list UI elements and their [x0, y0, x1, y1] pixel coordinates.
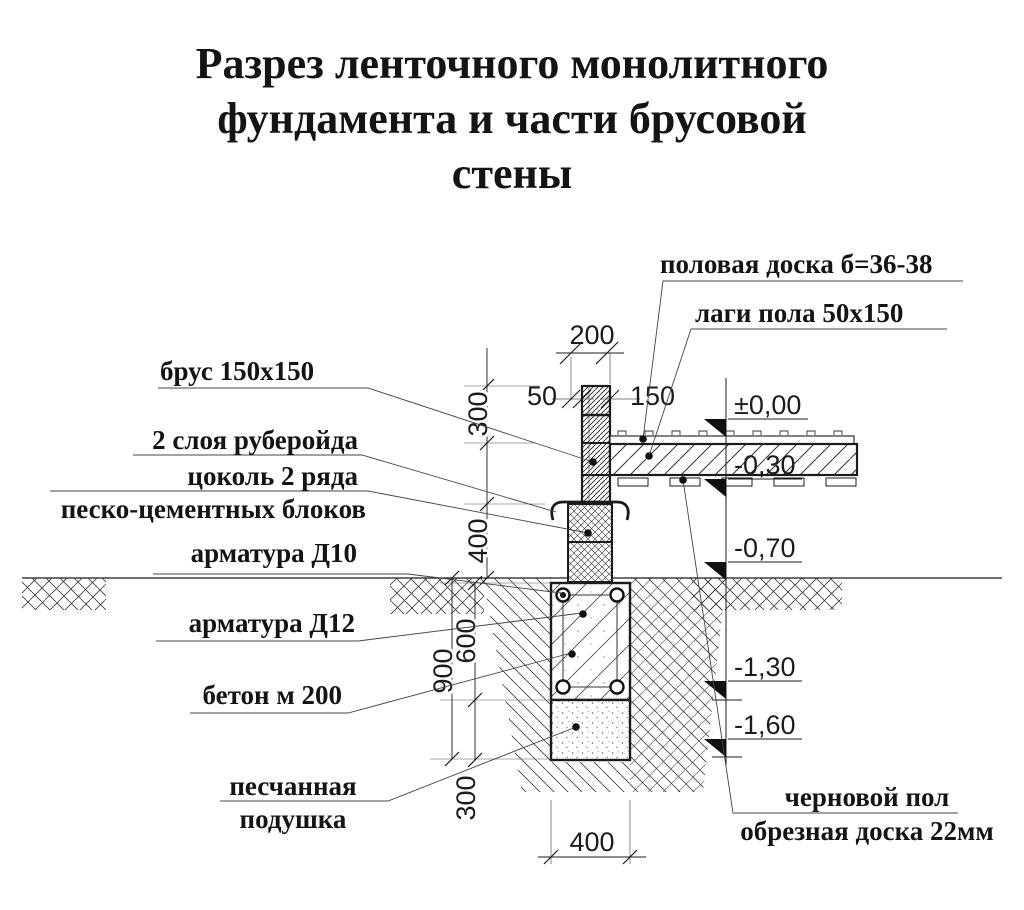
title-block [196, 39, 829, 198]
label-floor-board: половая доска б=36-38 [660, 249, 933, 279]
label-rebar-d10: арматура Д10 [190, 538, 357, 568]
label-concrete: бетон м 200 [202, 680, 342, 710]
elevation-ground-text: -0,70 [734, 533, 796, 563]
label-plinth-2: песко-цементных блоков [60, 494, 366, 524]
rebar-bar-top-right [611, 589, 624, 602]
dim-bottom-400 [538, 800, 646, 864]
label-floor-joists: лаги пола 50х150 [695, 298, 904, 328]
elevation-ground [704, 533, 802, 580]
dim-900-text: 900 [428, 648, 458, 694]
elevation-footing-bottom [704, 652, 802, 699]
dim-300-sand [451, 700, 482, 821]
sand-cushion [551, 700, 630, 760]
dim-150-text: 150 [630, 381, 676, 411]
dim-600-text: 600 [451, 618, 481, 664]
dim-300-upper-text: 300 [463, 391, 493, 437]
title-line-2: фундамента и части брусовой [217, 94, 807, 143]
ground-hatch-mid-2 [390, 578, 484, 614]
label-subfloor-1: черновой пол [784, 782, 950, 812]
foundation-body [551, 583, 630, 700]
label-timber-beam: брус 150х150 [160, 356, 315, 386]
ground-hatch-left-2 [22, 578, 106, 610]
floor-board-joint-marks [618, 431, 842, 435]
label-rebar-d12: арматура Д12 [188, 608, 355, 638]
title-line-1: Разрез ленточного монолитного [195, 39, 829, 88]
rebar-bar-bottom-right [611, 681, 624, 694]
label-ruberoid: 2 слоя руберойда [152, 425, 358, 455]
dim-400-footing-text: 400 [569, 827, 615, 857]
dim-50-text: 50 [526, 381, 557, 411]
elevation-subfloor-text: -0,30 [734, 450, 796, 480]
rebar-bar-bottom-left [557, 681, 570, 694]
elevation-sand-bottom-text: -1,60 [734, 710, 796, 740]
label-sand-1: песчанная [229, 771, 357, 801]
elevation-floor [704, 390, 808, 437]
elevation-footing-bottom-text: -1,30 [734, 652, 796, 682]
label-subfloor-2: обрезная доска 22мм [740, 816, 994, 846]
dim-300-sand-text: 300 [451, 775, 481, 821]
title-line-3: стены [451, 149, 573, 198]
label-sand-2: подушка [239, 804, 347, 834]
leader-subfloor [683, 480, 958, 813]
dim-200-text: 200 [569, 320, 615, 350]
dim-400-plinth-text: 400 [463, 518, 493, 564]
plinth-blocks [568, 504, 612, 582]
label-plinth-1: цоколь 2 ряда [187, 461, 358, 491]
elevation-floor-text: ±0,00 [734, 390, 802, 420]
